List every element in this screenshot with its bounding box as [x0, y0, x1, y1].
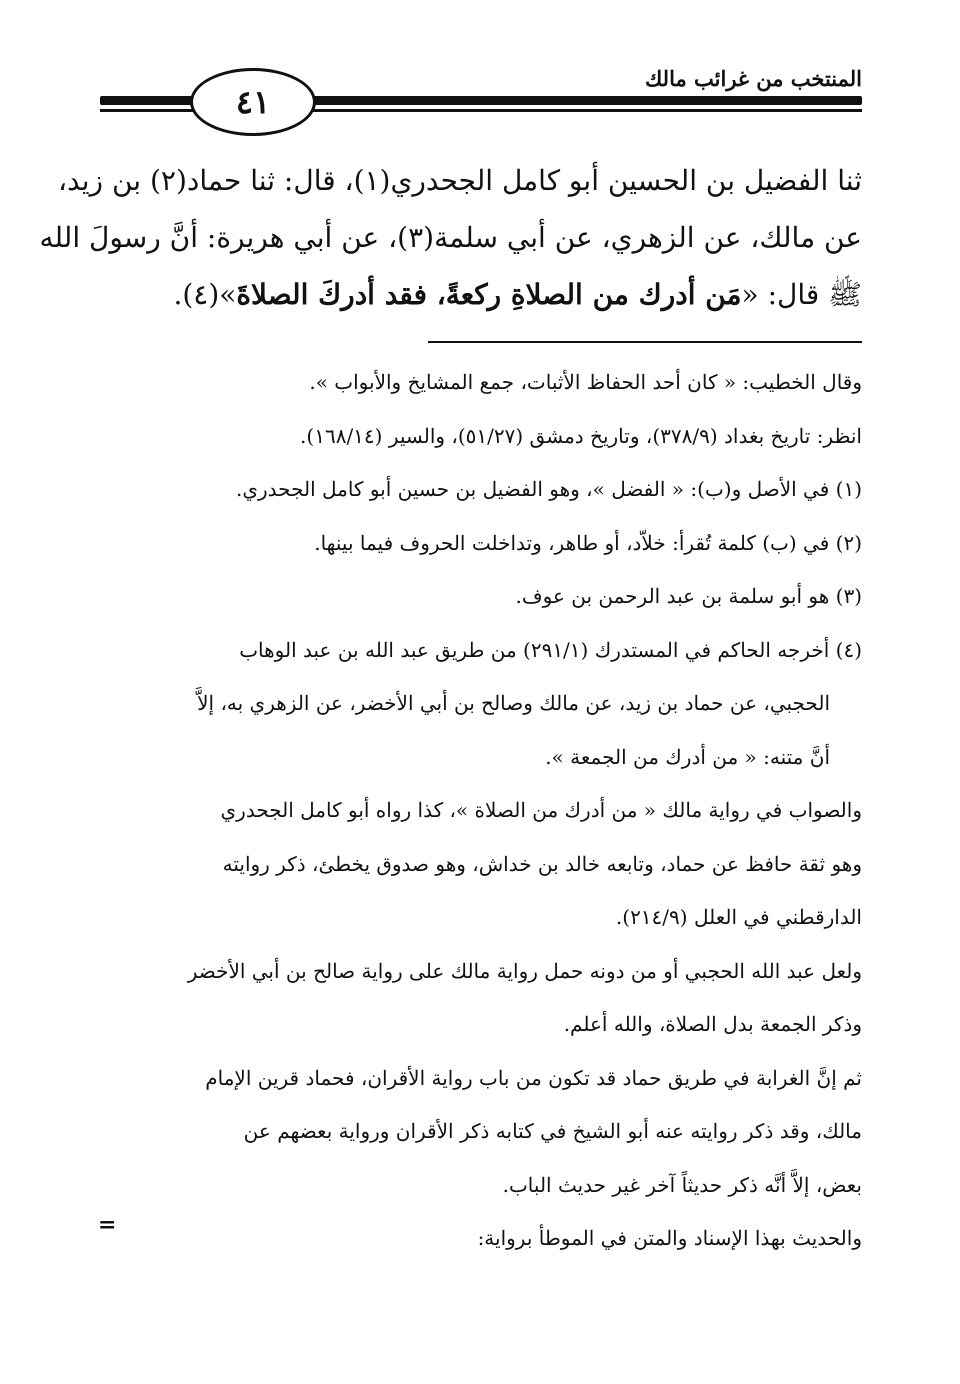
footnote-line: (٤) أخرجه الحاكم في المستدرك (٢٩١/١) من طريق عبد الله بن عبد الوهاب — [239, 637, 862, 662]
main-text-line: عن مالك، عن الزهري، عن أبي سلمة(٣)، عن أبي هريرة: أنَّ رسولَ الله — [39, 221, 862, 254]
footnote-line: وقال الخطيب: « كان أحد الحفاظ الأثبات، جمع المشايخ والأبواب ». — [309, 370, 862, 394]
footnote-line: (٢) في (ب) كلمة تُقرأ: خلاّد، أو طاهر، وتداخلت الحروف فيما بينها. — [314, 530, 862, 555]
footnote-line: ثم إنَّ الغرابة في طريق حماد قد تكون من باب رواية الأقران، فحماد قرين الإمام — [205, 1065, 862, 1090]
footnotes — [100, 356, 862, 1266]
page-number-oval — [190, 68, 316, 136]
footnote-line: الحجبي، عن حماد بن زيد، عن مالك وصالح بن أبي الأخضر، عن الزهري به، إلاَّ — [197, 691, 830, 715]
running-title: المنتخب من غرائب مالك — [644, 66, 862, 91]
main-text-line — [100, 266, 862, 323]
footnote-line: ولعل عبد الله الحجبي أو من دونه حمل رواية مالك على رواية صالح بن أبي الأخضر — [187, 958, 862, 983]
footnote-line: وذكر الجمعة بدل الصلاة، والله أعلم. — [563, 1012, 862, 1036]
footnote-separator — [428, 341, 862, 343]
main-text-line: ثنا الفضيل بن الحسين أبو كامل الجحدري(١)، قال: ثنا حماد(٢) بن زيد، — [58, 164, 862, 197]
footnote-line: بعض، إلاَّ أنَّه ذكر حديثاً آخر غير حديث الباب. — [502, 1172, 862, 1197]
footnote-line: (٣) هو أبو سلمة بن عبد الرحمن بن عوف. — [515, 584, 862, 608]
footnote-line: والحديث بهذا الإسناد والمتن في الموطأ برواية: — [477, 1226, 862, 1250]
footnote-line: مالك، وقد ذكر روايته عنه أبو الشيخ في كتابه ذكر الأقران ورواية بعضهم عن — [243, 1119, 862, 1143]
hadith-close: »(٤). — [173, 278, 237, 311]
footnote-line: الدارقطني في العلل (٢١٤/٩). — [615, 905, 862, 929]
footnote-line: وهو ثقة حافظ عن حماد، وتابعه خالد بن خداش، وهو صدوق يخطئ، ذكر روايته — [222, 851, 862, 876]
hadith-intro: ﷺ قال: « — [741, 278, 862, 311]
hadith-text: مَن أدرك من الصلاةِ ركعةً، فقد أدركَ الصلاةَ — [236, 278, 742, 311]
page-header — [100, 60, 862, 140]
footnote-line: (١) في الأصل و(ب): « الفضل »، وهو الفضيل بن حسين أبو كامل الجحدري. — [235, 477, 862, 501]
footnote-line: أنَّ متنه: « من أدرك من الجمعة ». — [545, 744, 830, 769]
footnote-line: انظر: تاريخ بغداد (٣٧٨/٩)، وتاريخ دمشق (٥١/٢٧)، والسير (١٦٨/١٤). — [300, 423, 862, 448]
footnote-line: والصواب في رواية مالك « من أدرك من الصلاة »، كذا رواه أبو كامل الجحدري — [220, 798, 862, 822]
continuation-mark: = — [98, 1212, 117, 1238]
page-number: ٤١ — [235, 83, 271, 121]
main-text — [39, 152, 862, 323]
